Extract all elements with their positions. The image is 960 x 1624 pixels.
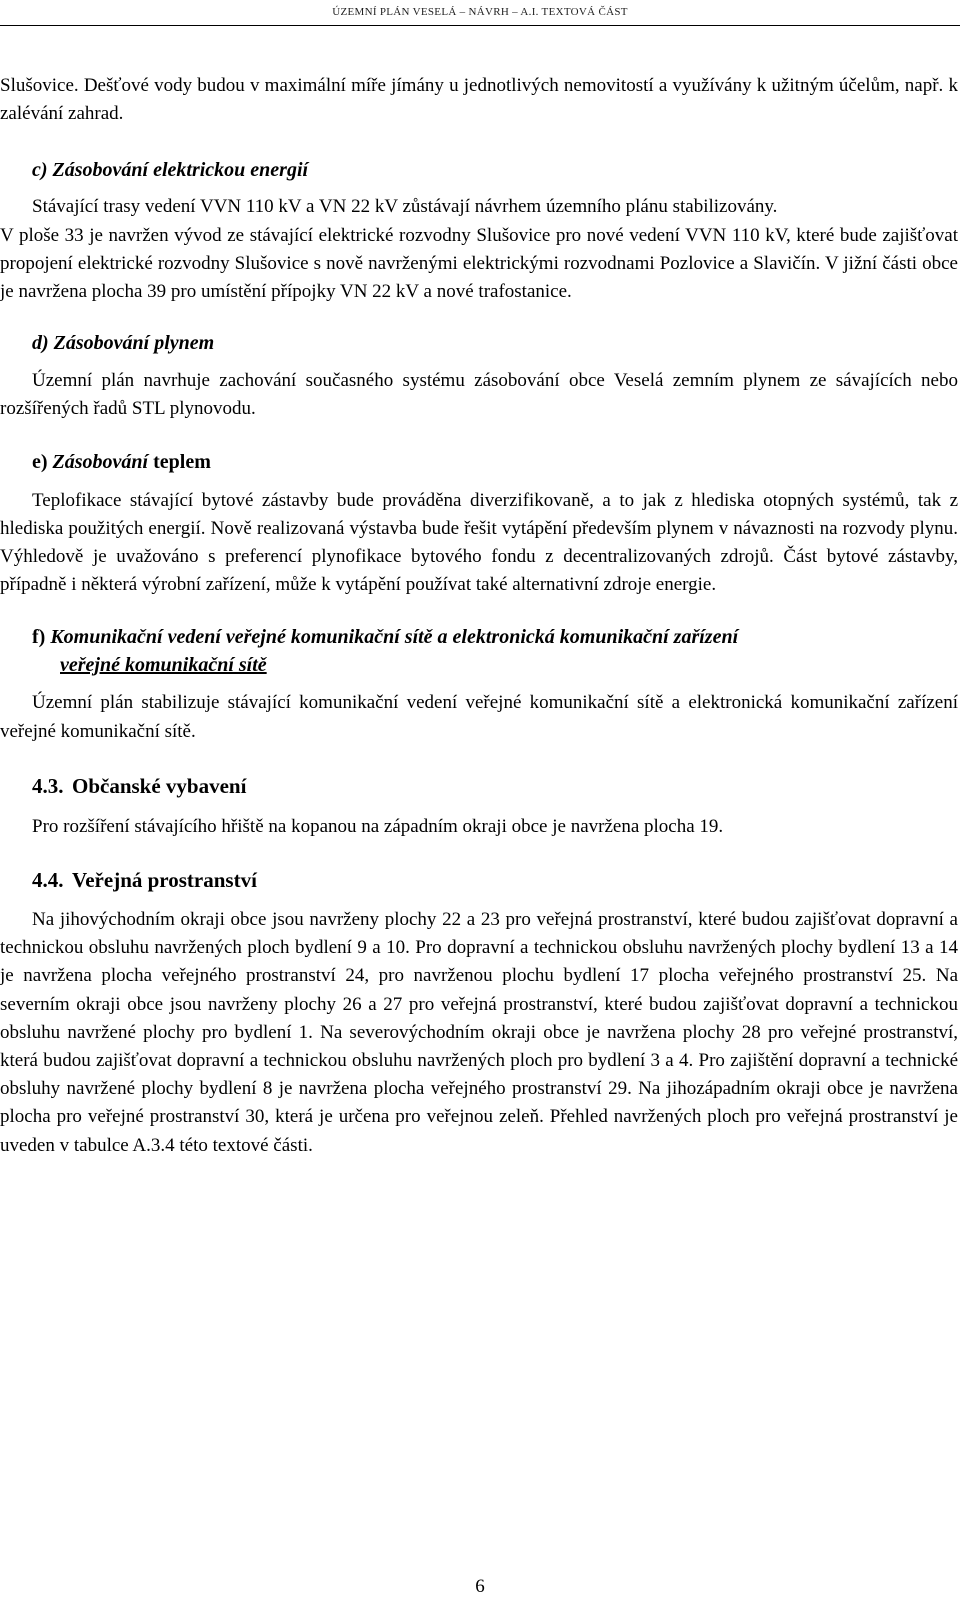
section-4-4-paragraph: Na jihovýchodním okraji obce jsou navrženy plochy 22 a 23 pro veřejná prostranství, které budou zajišťovat dopravní a technickou obsluhu navržených ploch bydlení 9 a 10. Pro dopravní a technickou obsluhu navržených plochy bydlení 13 a 14 je navržena plocha veřejného prostranství 24, pro navrženou plochu bydlení 17 plocha veřejného prostranství 25. Na severním okraji obce jsou navrženy plochy 26 a 27 pro veřejná prostranství, které budou zajišťovat dopravní a technickou obsluhu navržené plochy pro bydlení 1. Na severovýchodním okraji obce je navržena plochy 28 pro veřejné prostranství, která budou zajišťovat dopravní a technickou obsluhu navržených ploch pro bydlení 3 a 4. Pro zajištění dopravní a technické obsluhy navržené plochy bydlení 8 je navržena plocha veřejného prostranství 29. Na jihozápadním okraji obce je navržena plocha pro veřejné prostranství 30, která je určena pro veřejnou zeleň. Přehled navržených ploch pro veřejná prostranství je uveden v tabulce A.3.4 této textové části. [0,909,958,1156]
section-f-heading-line-1: Komunikační vedení veřejné komunikační sítě a elektronická komunikační zařízení [50,626,739,649]
section-4-3-number: 4.3. [32,773,64,798]
section-c-paragraph-1: Stávající trasy vedení VVN 110 kV a VN 22 kV zůstávají návrhem územního plánu stabilizovány. [32,196,778,218]
section-f-heading-prefix: f) [32,626,51,649]
section-c-paragraph-2: V ploše 33 je navržen vývod ze stávající elektrické rozvodny Slušovice pro nové vedení VVN 110 kV, které bude zajišťovat propojení elektrické rozvodny Slušovice s nově navrženými elektrickými rozvodnami Pozlovice a Slavičín. V jižní části obce je navržena plocha 39 pro umístění přípojky VN 22 kV a nové trafostanice. [0,224,958,303]
section-f-paragraph: Územní plán stabilizuje stávající komunikační vedení veřejné komunikační sítě a elektronická komunikační zařízení veřejné komunikační sítě. [0,692,958,742]
header-rule [0,25,960,26]
section-f-heading [0,623,958,679]
section-4-3-title: Občanské vybavení [72,773,247,798]
page-number: 6 [475,1576,485,1597]
section-e-heading-rest: teplem [148,450,211,473]
section-d-paragraph: Územní plán navrhuje zachování současného systému zásobování obce Veselá zemním plynem ze sávajících nebo rozšířených řadů STL plynovodu. [0,370,958,420]
section-e-heading-italic: Zásobování [52,450,149,473]
section-f-heading-line-2: veřejné komunikační sítě [60,654,267,677]
section-4-3-paragraph: Pro rozšíření stávajícího hřiště na kopanou na západním okraji obce je navržena plocha 19. [32,815,724,837]
section-e-heading-prefix: e) [32,450,53,473]
section-4-4-heading [0,866,958,894]
section-e-paragraph: Teplofikace stávající bytové zástavby bude prováděna diverzifikovaně, a to jak z hlediska otopných systémů, tak z hlediska použitých energií. Nově realizovaná výstavba bude řešit vytápění především plynem v návaznosti na rozvody plynu. Výhledově je uvažováno s preferencí plynofikace bytového fondu z decentralizovaných zdrojů. Část bytové zástavby, případně i některá výrobní zařízení, může k vytápění používat také alternativní zdroje energie. [0,489,958,596]
intro-paragraph: Slušovice. Dešťové vody budou v maximální míře jímány u jednotlivých nemovitostí a využívány k užitným účelům, např. k zalévání zahrad. [0,75,958,125]
running-header: ÚZEMNÍ PLÁN VESELÁ – NÁVRH – A.I. TEXTOVÁ ČÁST [332,6,628,18]
section-d-heading: d) Zásobování plynem [32,332,215,355]
page-content [0,72,958,1160]
section-4-4-number: 4.4. [32,868,64,893]
section-c-heading: c) Zásobování elektrickou energií [32,159,309,182]
section-4-3-heading [0,772,958,800]
section-4-4-title: Veřejná prostranství [72,868,257,893]
section-e-heading [0,448,958,476]
